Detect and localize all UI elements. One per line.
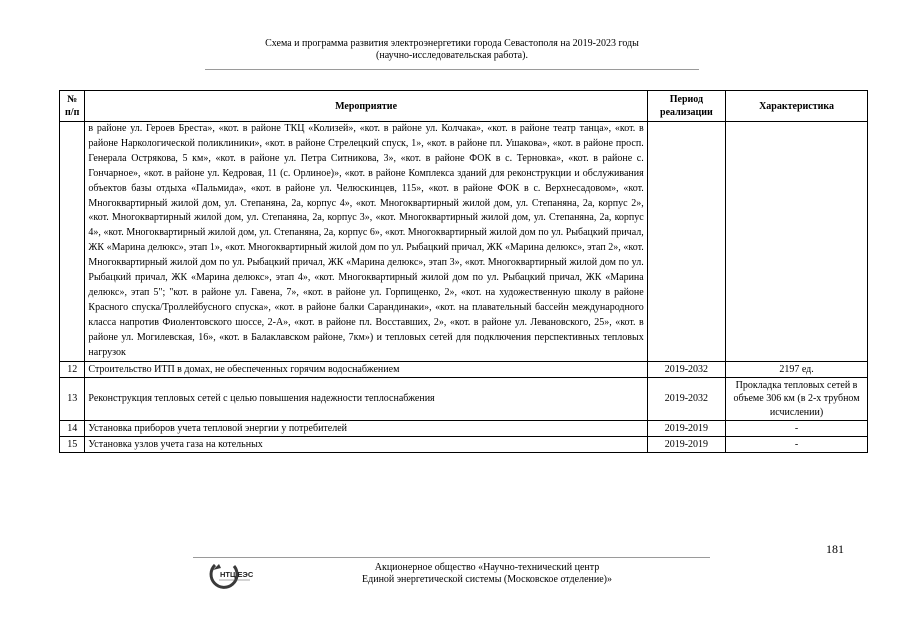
cell-num: 13	[60, 377, 85, 421]
table-row	[60, 377, 868, 421]
cell-event: Установка приборов учета тепловой энергии у потребителей	[85, 421, 647, 437]
cell-event: Установка узлов учета газа на котельных	[85, 437, 647, 453]
header-divider	[205, 69, 699, 70]
column-header-period	[647, 91, 725, 122]
header-title: Схема и программа развития электроэнергетики города Севастополя на 2019-2023 годы	[265, 38, 639, 49]
cell-event: Реконструкция тепловых сетей с целью повышения надежности теплоснабжения	[85, 377, 647, 421]
document-header	[0, 38, 904, 62]
cell-num: 15	[60, 437, 85, 453]
footer-line1: Акционерное общество «Научно-технический центр	[374, 562, 600, 573]
column-header-num	[60, 91, 85, 122]
logo-text: НТЦ ЕЭС	[220, 570, 254, 579]
cell-num-empty	[60, 122, 85, 362]
footer-organization	[280, 562, 694, 586]
column-header-num-line2: п/п	[65, 107, 80, 118]
table-row	[60, 437, 868, 453]
cell-period: 2019-2032	[647, 361, 725, 377]
page-number: 181	[826, 542, 844, 556]
cell-period-empty	[647, 122, 725, 362]
cell-num: 12	[60, 361, 85, 377]
cell-characteristic-empty	[726, 122, 868, 362]
cell-num: 14	[60, 421, 85, 437]
cell-characteristic: -	[726, 437, 868, 453]
cell-characteristic: Прокладка тепловых сетей в объеме 306 км (в 2-х трубном исчислении)	[726, 377, 868, 421]
footer-line2: Единой энергетической системы (Московское отделение)»	[362, 574, 612, 585]
cell-period: 2019-2032	[647, 377, 725, 421]
cell-period: 2019-2019	[647, 421, 725, 437]
column-header-event: Мероприятие	[85, 91, 647, 122]
cell-characteristic: 2197 ед.	[726, 361, 868, 377]
cell-event-continuation: в районе ул. Героев Бреста», «кот. в районе ТКЦ «Колизей», «кот. в районе ул. Колчака», «кот. в районе театр танца», «кот. в районе Наркологической поликлиники», «кот. в районе Стрелецкий спуск, 1», «кот. в районе пл. Ушакова», «кот. в районе просп. Генерала Острякова, 5 км», «кот. в районе ул. Петра Ситникова, 3», «кот. в районе ФОК в с. Терновка», «кот. в районе с. Гончарное», «кот. в районе ул. Кедровая, 11 (с. Орлиное)», «кот. в районе Комплекса зданий для реконструкции и обслуживания объектов базы отдыха «Пальмида», «кот. в районе ул. Челюскинцев, 115», «кот. в районе ФОК в с. Верхнесадовом», «кот. Многоквартирный жилой дом, ул. Степаняна, 2а, корпус 4», «кот. Многоквартирный жилой дом, ул. Степаняна, 2а, корпус 2», «кот. Многоквартирный жилой дом, ул. Степаняна, 2а, корпус 3», «кот. Многоквартирный жилой дом, ул. Степаняна, 2а, корпус 4», «кот. Многоквартирный жилой дом, ул. Степаняна, 2а, корпус 6», «кот. Многоквартирный жилой дом по ул. Рыбацкий причал, ЖК «Марина делюкс», этап 1», «кот. Многоквартирный жилой дом по ул. Рыбацкий причал, ЖК «Марина делюкс», этап 2», «кот. Многоквартирный жилой дом по ул. Рыбацкий причал, ЖК «Марина делюкс», этап 3», «кот. Многоквартирный жилой дом по ул. Рыбацкий причал, ЖК «Марина делюкс», этап 4», «кот. Многоквартирный жилой дом по ул. Рыбацкий причал, ЖК «Марина делюкс», этап 5"; "кот. в районе ул. Гавена, 7», «кот. в районе ул. Горпищенко, 2», «кот. на художественную школу в районе Красного спуска/Троллейбусного спуска», «кот. в районе балки Сарандинаки», «кот. на плавательный бассейн международного класса напротив Фиолентовского шоссе, 2-А», «кот. в районе пл. Восставших, 2», «кот. в районе ул. Левановского, 25», «кот. в районе ул. Могилевская, 16», «кот. в Балаклавском районе, 7км») и тепловых сетей для подключения перспективных тепловых нагрузок	[85, 122, 647, 362]
column-header-num-line1: №	[67, 94, 78, 105]
table-header-row	[60, 91, 868, 122]
column-header-period-line1: Период	[669, 94, 704, 105]
cell-period: 2019-2019	[647, 437, 725, 453]
table-row	[60, 421, 868, 437]
events-table	[59, 90, 868, 453]
column-header-period-line2: реализации	[660, 107, 713, 118]
cell-event: Строительство ИТП в домах, не обеспеченных горячим водоснабжением	[85, 361, 647, 377]
cell-characteristic: -	[726, 421, 868, 437]
table-row-continuation	[60, 122, 868, 362]
column-header-characteristic: Характеристика	[726, 91, 868, 122]
footer-divider	[193, 557, 710, 558]
table-row	[60, 361, 868, 377]
company-logo	[206, 559, 266, 591]
header-subtitle: (научно-исследовательская работа).	[376, 50, 528, 61]
